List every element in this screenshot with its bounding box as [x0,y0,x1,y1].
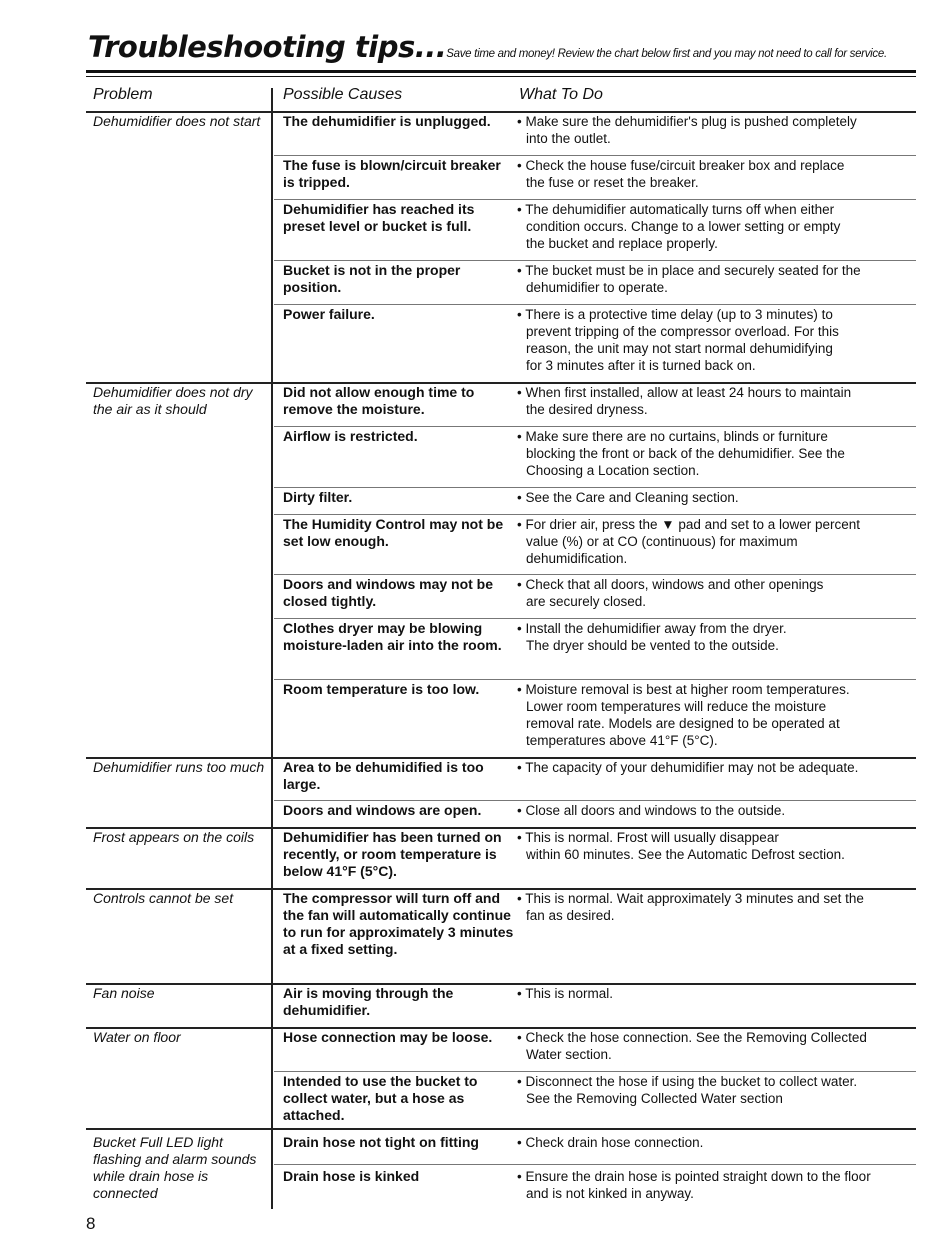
what-to-do-line: • Make sure there are no curtains, blinds or furniture [517,429,828,444]
column-header-todo: What To Do [519,86,603,103]
possible-cause: Area to be dehumidified is too large. [283,759,484,792]
row-divider [86,1128,916,1130]
what-to-do-line: • When first installed, allow at least 24 hours to maintain [517,385,852,400]
what-to-do-line: • See the Care and Cleaning section. [517,490,739,505]
what-to-do-line: within 60 minutes. See the Automatic Defrost section. [526,847,845,862]
what-to-do [517,890,912,924]
problem-label: Dehumidifier does not start [93,113,261,129]
cause-divider [274,199,916,200]
cause-divider [274,1071,916,1072]
what-to-do [517,1134,912,1151]
what-to-do-line: the fuse or reset the breaker. [526,175,699,190]
what-to-do-line: Water section. [526,1047,612,1062]
what-to-do-line: and is not kinked in anyway. [526,1186,694,1201]
what-to-do-line: dehumidifier to operate. [526,280,668,295]
problem-label: Dehumidifier does not dry the air as it should [93,384,253,417]
page-number: 8 [86,1214,96,1233]
cause-divider [274,618,916,619]
problem-label: Frost appears on the coils [93,829,255,845]
possible-cause: The fuse is blown/circuit breaker is tripped. [283,157,501,190]
what-to-do [517,1029,912,1063]
possible-cause: Airflow is restricted. [283,428,418,444]
what-to-do [517,829,912,863]
what-to-do [517,201,912,252]
problem-label: Dehumidifier runs too much [93,759,265,775]
what-to-do-line: removal rate. Models are designed to be operated at [526,716,840,731]
what-to-do [517,489,912,506]
possible-cause: Did not allow enough time to remove the moisture. [283,384,475,417]
possible-cause: Intended to use the bucket to collect water, but a hose as attached. [283,1073,478,1123]
column-header-problem: Problem [93,86,153,103]
what-to-do [517,516,912,567]
what-to-do-line: Lower room temperatures will reduce the moisture [526,699,827,714]
problem-label: Bucket Full LED light flashing and alarm sounds while drain hose is connected [93,1134,257,1201]
what-to-do-line: • Install the dehumidifier away from the dryer. [517,621,787,636]
cause-divider [274,487,916,488]
column-header-causes: Possible Causes [283,86,403,103]
what-to-do-line: • The capacity of your dehumidifier may not be adequate. [517,760,859,775]
what-to-do-line: • Check that all doors, windows and other openings [517,577,824,592]
what-to-do [517,262,912,296]
what-to-do-line: temperatures above 41°F (5°C). [526,733,718,748]
cause-divider [274,260,916,261]
what-to-do-line: • Close all doors and windows to the outside. [517,803,786,818]
what-to-do-line: • For drier air, press the ▼ pad and set to a lower percent [517,517,861,532]
what-to-do-line: prevent tripping of the compressor overload. For this [526,324,839,339]
what-to-do-line: See the Removing Collected Water section [526,1091,783,1106]
problem-label: Water on floor [93,1029,181,1045]
what-to-do-line: • Moisture removal is best at higher room temperatures. [517,682,850,697]
what-to-do-line: • This is normal. Frost will usually disappear [517,830,779,845]
what-to-do-line: • There is a protective time delay (up to 3 minutes) to [517,307,833,322]
possible-cause: The Humidity Control may not be set low enough. [283,516,504,549]
header-rule-thick [86,70,916,73]
what-to-do [517,306,912,374]
possible-cause: Room temperature is too low. [283,681,480,697]
what-to-do-line: • The bucket must be in place and securely seated for the [517,263,861,278]
cause-divider [274,155,916,156]
possible-cause: Doors and windows may not be closed tightly. [283,576,494,609]
what-to-do [517,384,912,418]
what-to-do [517,985,912,1002]
possible-cause: Hose connection may be loose. [283,1029,493,1045]
column-divider [271,88,273,1209]
what-to-do-line: dehumidification. [526,551,628,566]
what-to-do-line: the bucket and replace properly. [526,236,718,251]
page-title: Troubleshooting tips... [88,30,447,64]
what-to-do-line: value (%) or at CO (continuous) for maximum [526,534,798,549]
cause-divider [274,574,916,575]
cause-divider [274,679,916,680]
what-to-do-line: • Check the hose connection. See the Removing Collected [517,1030,867,1045]
what-to-do [517,428,912,479]
possible-cause: Drain hose is kinked [283,1168,420,1184]
possible-cause: The dehumidifier is unplugged. [283,113,491,129]
what-to-do-line: are securely closed. [526,594,647,609]
what-to-do [517,157,912,191]
what-to-do-line: • This is normal. [517,986,614,1001]
possible-cause: Doors and windows are open. [283,802,482,818]
what-to-do-line: blocking the front or back of the dehumidifier. See the [526,446,845,461]
possible-cause: Drain hose not tight on fitting [283,1134,479,1150]
what-to-do-line: • Check the house fuse/circuit breaker box and replace [517,158,845,173]
possible-cause: The compressor will turn off and the fan will automatically continue to run for approximately 3 minutes at a fixed setting. [283,890,514,957]
what-to-do-line: • Make sure the dehumidifier's plug is pushed completely [517,114,857,129]
possible-cause: Dirty filter. [283,489,353,505]
what-to-do [517,576,912,610]
what-to-do-line: the desired dryness. [526,402,648,417]
what-to-do-line: • Ensure the drain hose is pointed straight down to the floor [517,1169,871,1184]
what-to-do-line: • Disconnect the hose if using the bucket to collect water. [517,1074,858,1089]
possible-cause: Clothes dryer may be blowing moisture-laden air into the room. [283,620,502,653]
possible-cause: Dehumidifier has been turned on recently, or room temperature is below 41°F (5°C). [283,829,502,879]
possible-cause: Dehumidifier has reached its preset level or bucket is full. [283,201,475,234]
what-to-do-line: into the outlet. [526,131,611,146]
cause-divider [274,304,916,305]
what-to-do-line: • Check drain hose connection. [517,1135,704,1150]
cause-divider [274,514,916,515]
what-to-do-line: • This is normal. Wait approximately 3 minutes and set the [517,891,864,906]
possible-cause: Power failure. [283,306,375,322]
page-header [88,30,918,64]
what-to-do-line: reason, the unit may not start normal dehumidifying [526,341,833,356]
header-rule-thin [86,76,916,77]
problem-label: Controls cannot be set [93,890,234,906]
possible-cause: Air is moving through the dehumidifier. [283,985,454,1018]
what-to-do-line: condition occurs. Change to a lower setting or empty [526,219,841,234]
what-to-do [517,802,912,819]
what-to-do-line: Choosing a Location section. [526,463,700,478]
cause-divider [274,800,916,801]
what-to-do [517,620,912,654]
cause-divider [274,426,916,427]
cause-divider [274,1164,916,1165]
what-to-do-line: fan as desired. [526,908,615,923]
what-to-do [517,759,912,776]
what-to-do-line: • The dehumidifier automatically turns off when either [517,202,835,217]
what-to-do-line: The dryer should be vented to the outside. [526,638,779,653]
what-to-do [517,1073,912,1107]
problem-label: Fan noise [93,985,155,1001]
what-to-do [517,113,912,147]
page-subtitle: Save time and money! Review the chart below first and you may not need to call for service. [446,48,887,60]
what-to-do [517,1168,912,1202]
what-to-do [517,681,912,749]
what-to-do-line: for 3 minutes after it is turned back on. [526,358,756,373]
possible-cause: Bucket is not in the proper position. [283,262,461,295]
